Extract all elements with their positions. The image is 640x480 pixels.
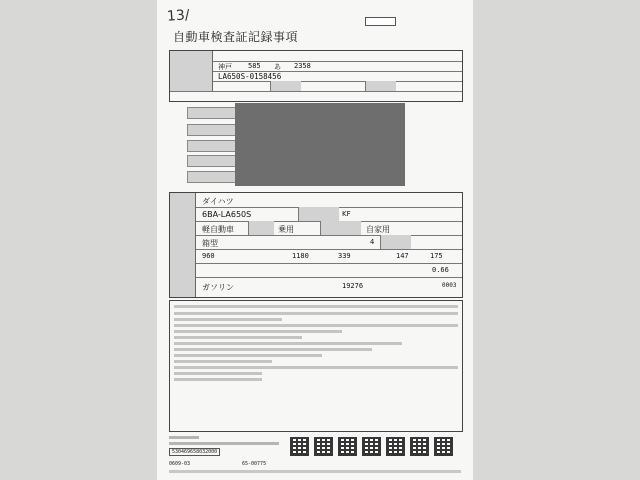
row-displacement [170, 263, 462, 278]
row-model [170, 207, 462, 222]
vehicle-use: 乗用 [278, 225, 294, 234]
footer-info [169, 436, 309, 458]
label-base-location [187, 171, 239, 183]
remarks-line [174, 354, 322, 357]
serial-small: 0003 [442, 282, 457, 289]
row-label [170, 51, 213, 61]
section-header-1 [169, 44, 461, 49]
date-label-cell [365, 81, 396, 91]
length: 339 [338, 252, 351, 260]
row-label [170, 263, 196, 277]
private-business: 自家用 [366, 225, 390, 234]
vehicle-weight: 960 [202, 252, 215, 260]
body-shape: 箱型 [202, 239, 218, 248]
row-label [170, 81, 213, 91]
label-user-address [187, 124, 239, 136]
qr-code-icon [338, 437, 357, 456]
plate-class: 585 [248, 62, 261, 70]
remarks-box [169, 300, 463, 432]
row-label [170, 71, 213, 81]
remarks-line [174, 348, 372, 351]
row-label [170, 61, 213, 71]
remarks-line [174, 360, 272, 363]
spec-section [169, 192, 463, 298]
row-kind [170, 221, 462, 236]
vehicle-kind: 軽自動車 [202, 225, 234, 234]
row-label [170, 235, 196, 249]
width: 147 [396, 252, 409, 260]
row-label [170, 277, 196, 297]
handwritten-note: 13/ [166, 7, 191, 25]
height: 175 [430, 252, 443, 260]
plate-kana: あ [274, 63, 281, 71]
qr-code-icon [314, 437, 333, 456]
fuel: ガソリン [202, 283, 234, 292]
odometer: 19276 [342, 282, 364, 290]
remarks-line [174, 336, 302, 339]
engine-model: KF [342, 210, 351, 218]
model-code: 6BA-LA650S [202, 210, 252, 219]
row-weights [170, 249, 462, 264]
qr-code-icon [386, 437, 405, 456]
row-maker [170, 193, 462, 208]
issue-date-box [365, 17, 396, 26]
row-label [170, 193, 196, 207]
capacity: 4 [370, 238, 375, 246]
row-label [170, 207, 196, 221]
maker: ダイハツ [202, 197, 234, 206]
registration-section [169, 50, 463, 102]
footer-code-left: 0609-03 [169, 461, 191, 467]
redacted-block [235, 103, 405, 186]
label-user-name [187, 107, 239, 119]
remarks-line [174, 330, 342, 333]
chassis-number: LA650S-0158456 [218, 72, 282, 81]
use-label-cell [248, 221, 274, 235]
footer-line [169, 436, 199, 439]
date-label-cell [270, 81, 301, 91]
remarks-line [174, 378, 262, 381]
footer-line [169, 442, 279, 445]
private-label-cell [320, 221, 361, 235]
remarks-line [174, 305, 458, 308]
row-fuel [170, 277, 462, 297]
qr-code-icon [410, 437, 429, 456]
document-title: 自動車検査証記録事項 [173, 30, 299, 44]
footer-code: 530469658032000 [169, 448, 220, 456]
engine-label-cell [298, 207, 339, 221]
remarks-line [174, 342, 402, 345]
displacement: 0.66 [432, 266, 449, 274]
row-body [170, 235, 462, 250]
row-label [170, 221, 196, 235]
qr-code-icon [290, 437, 309, 456]
row-label [170, 249, 196, 263]
remarks-line [174, 318, 282, 321]
plate-region: 神戸 [218, 63, 232, 71]
qr-code-icon [434, 437, 453, 456]
registration-document [157, 0, 473, 480]
remarks-line [174, 324, 458, 327]
label-owner-address [187, 155, 239, 167]
remarks-line [174, 312, 458, 315]
qr-code-icon [362, 437, 381, 456]
remarks-line [174, 366, 458, 369]
remarks-line [174, 372, 262, 375]
gross-weight: 1180 [292, 252, 309, 260]
capacity-label-cell [380, 235, 411, 249]
section-header-3 [169, 185, 461, 190]
footer-code-right: 65-00775 [242, 461, 267, 467]
label-owner-name [187, 140, 239, 152]
plate-number: 2358 [294, 62, 311, 70]
bottom-note-line [169, 470, 461, 473]
